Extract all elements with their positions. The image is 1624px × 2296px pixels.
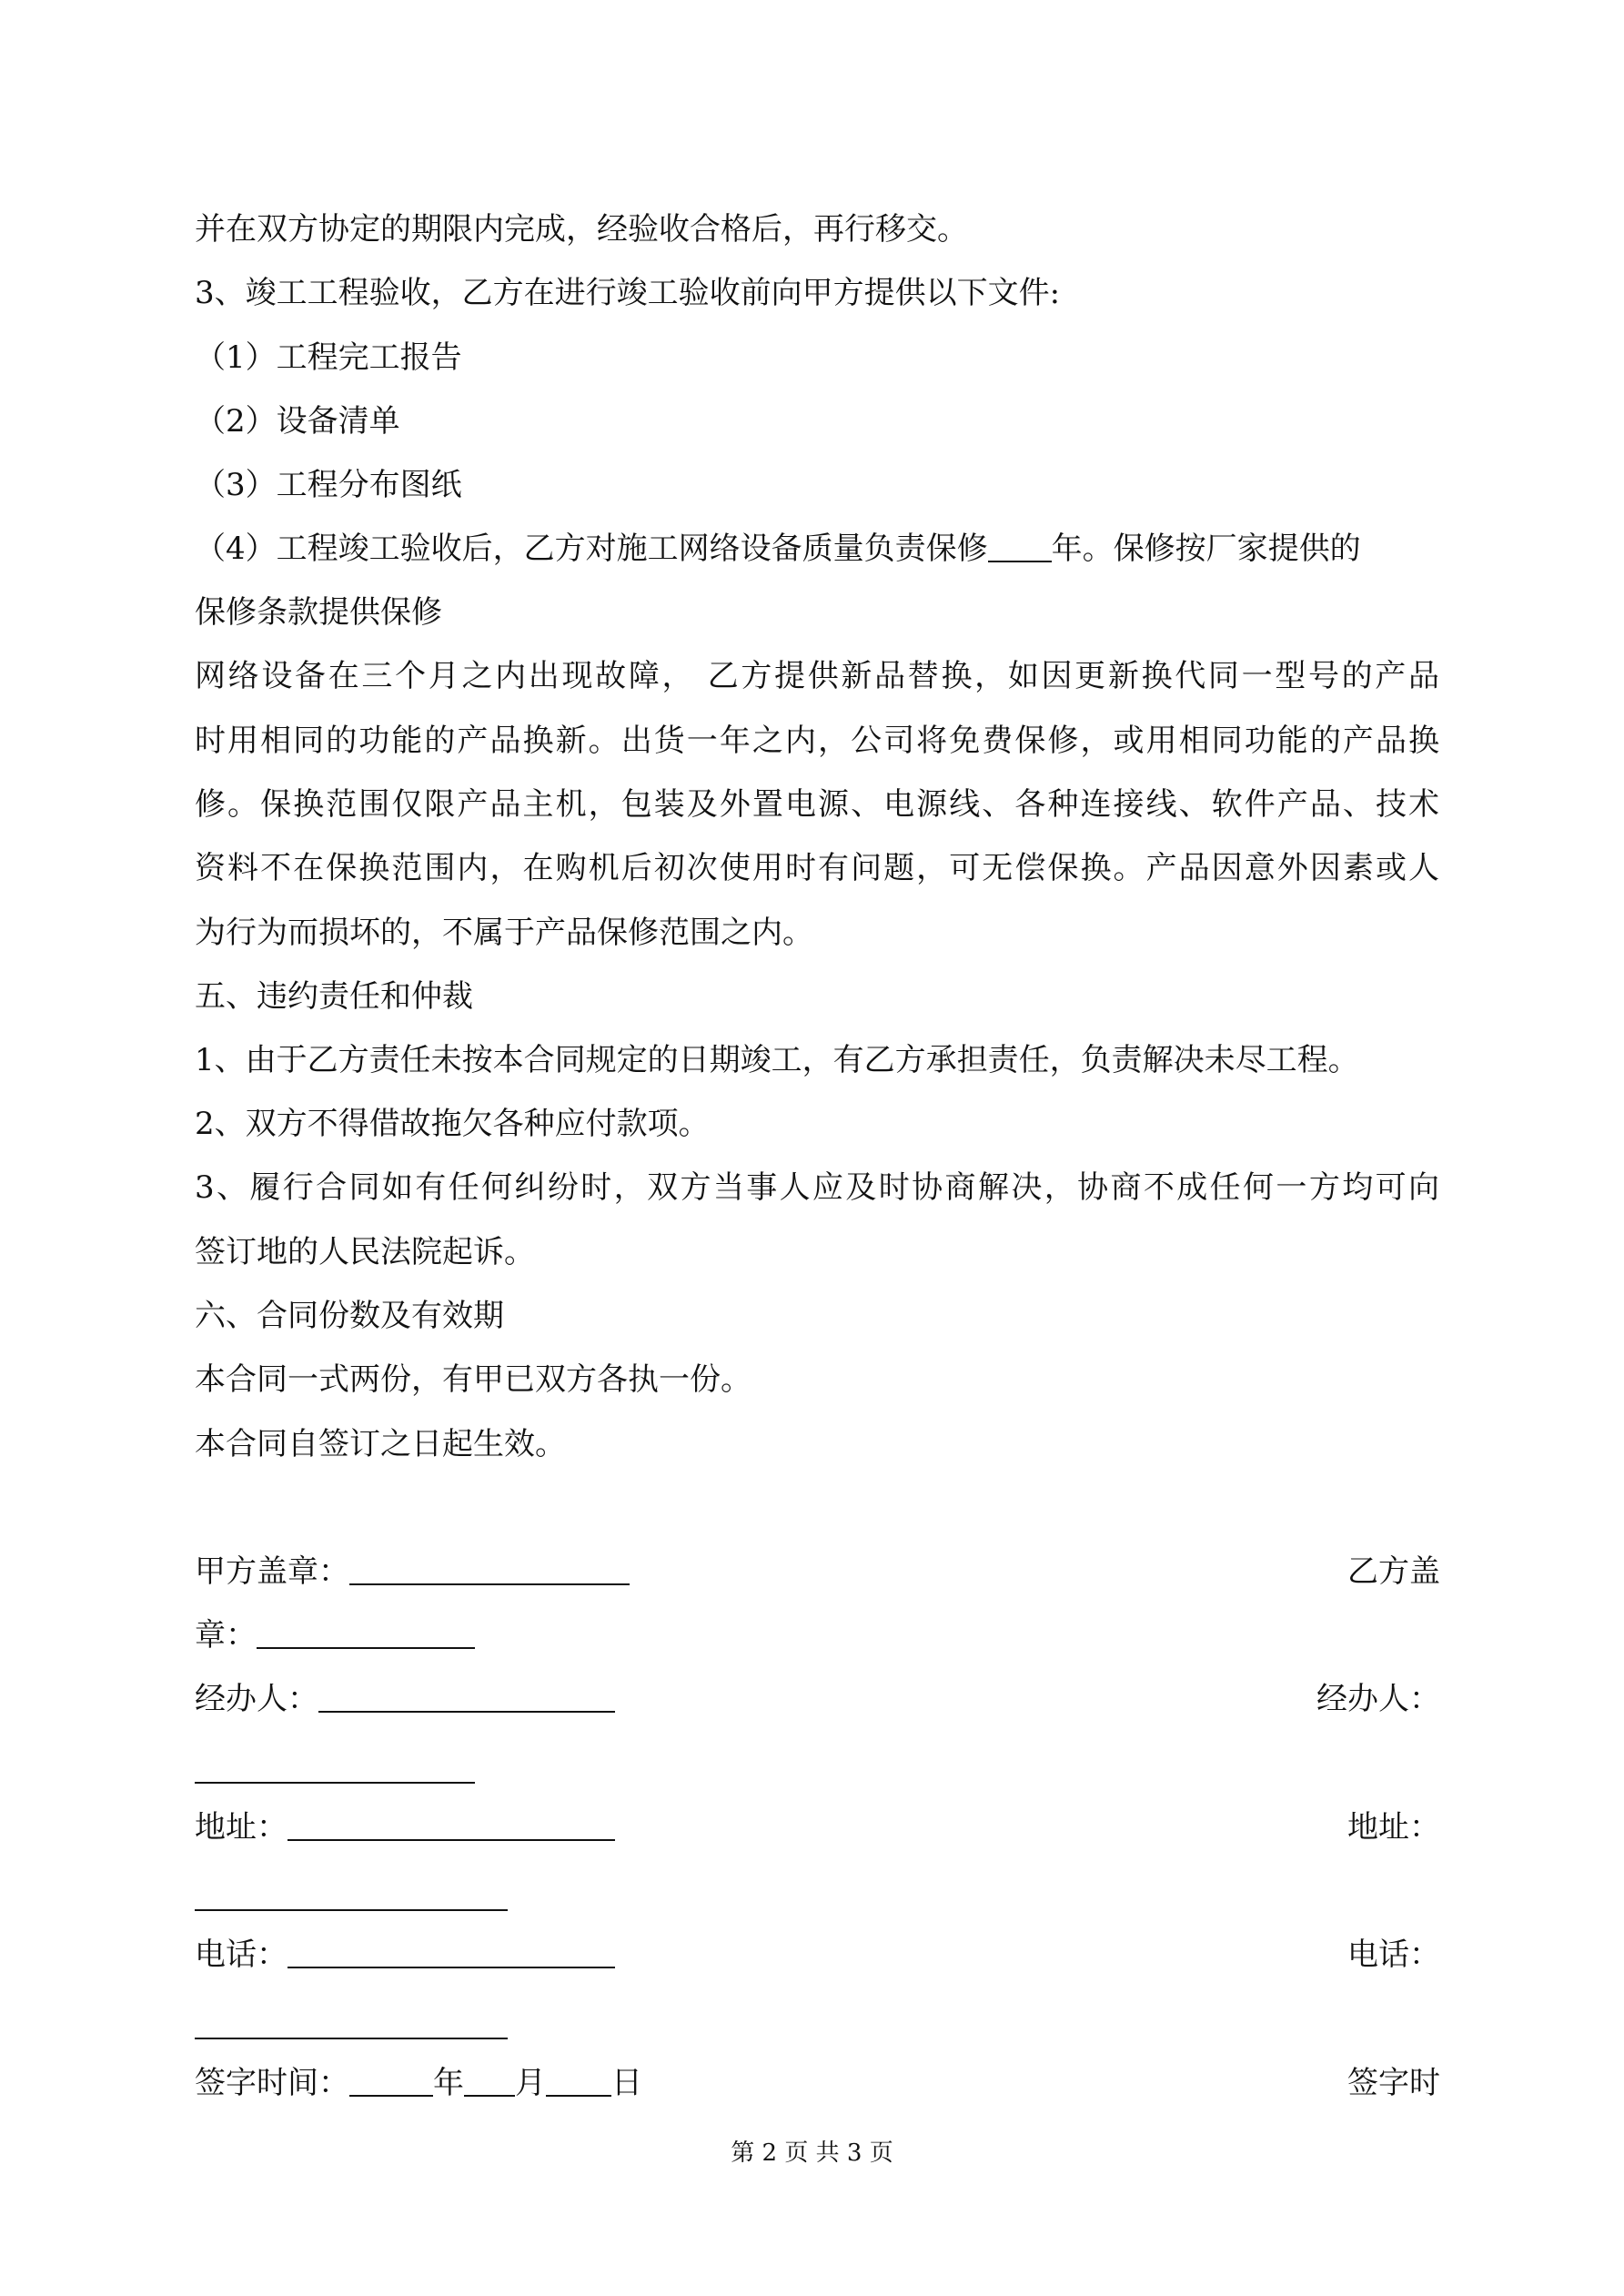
page-number: 第 2 页 共 3 页 [731,2139,893,2167]
paragraph: 签订地的人民法院起诉。 [195,1234,535,1270]
paragraph: 本合同一式两份，有甲已双方各执一份。 [195,1361,751,1398]
paragraph: 修。保换范围仅限产品主机，包装及外置电源、电源线、各种连接线、软件产品、技术 [195,786,1439,823]
party-b-seal-label-cont: 章： [195,1617,257,1654]
address-right-blank [195,1909,508,1911]
paragraph: 3、竣工工程验收，乙方在进行竣工验收前向甲方提供以下文件: [195,275,1061,311]
agent-label: 经办人： [195,1681,318,1717]
list-item: （1）工程完工报告 [195,339,462,376]
phone-right-blank [195,2038,508,2039]
list-item: （3）工程分布图纸 [195,467,462,503]
paragraph: 并在双方协定的期限内完成，经验收合格后，再行移交。 [195,211,968,248]
phone-label: 电话： [195,1937,287,1973]
paragraph: 资料不在保换范围内，在购机后初次使用时有问题，可无偿保换。产品因意外因素或人 [195,850,1439,886]
month-blank [464,2068,515,2097]
warranty-text-end: 年。保修按厂家提供的 [1051,531,1361,567]
paragraph: 保修条款提供保修 [195,594,442,631]
section-heading: 五、违约责任和仲裁 [195,978,473,1015]
year-label: 年 [433,2065,464,2101]
paragraph: 网络设备在三个月之内出现故障， 乙方提供新品替换，如因更新换代同一型号的产品 [195,658,1439,694]
party-b-seal-label: 乙方盖 [1347,1553,1440,1590]
paragraph: 为行为而损坏的，不属于产品保修范围之内。 [195,915,813,951]
month-label: 月 [515,2065,546,2101]
phone-blank [287,1939,615,1968]
agent-blank [318,1684,615,1713]
sign-date-label: 签字时间： [195,2065,349,2101]
party-b-seal-blank [257,1620,475,1649]
paragraph: 3、履行合同如有任何纠纷时，双方当事人应及时协商解决，协商不成任何一方均可向 [195,1169,1439,1206]
party-a-seal-label: 甲方盖章： [195,1553,349,1590]
address-label-right: 地址： [1347,1809,1440,1846]
year-blank [349,2068,433,2097]
list-item: （2）设备清单 [195,403,400,440]
agent-label-right: 经办人： [1316,1681,1440,1717]
paragraph: 时用相同的功能的产品换新。出货一年之内，公司将免费保修，或用相同功能的产品换 [195,723,1439,759]
paragraph: 2、双方不得借故拖欠各种应付款项。 [195,1106,710,1142]
party-b-seal-line [195,1617,475,1654]
paragraph: 本合同自签订之日起生效。 [195,1426,566,1462]
address-label: 地址： [195,1809,287,1846]
party-a-seal-line [195,1553,630,1590]
list-item [195,531,1361,567]
warranty-text-start: （4）工程竣工验收后，乙方对施工网络设备质量负责保修 [195,531,988,567]
sign-date-line [195,2065,642,2101]
paragraph: 1、由于乙方责任未按本合同规定的日期竣工，有乙方承担责任，负责解决未尽工程。 [195,1042,1359,1078]
sign-date-label-right: 签字时 [1347,2065,1440,2101]
day-label: 日 [611,2065,642,2101]
warranty-years-blank [988,533,1052,562]
phone-label-right: 电话： [1347,1937,1440,1973]
section-heading: 六、合同份数及有效期 [195,1298,504,1334]
phone-line [195,1937,615,1973]
day-blank [546,2068,611,2097]
address-blank [287,1812,615,1841]
address-line [195,1809,615,1846]
party-a-seal-blank [349,1556,630,1585]
agent-right-blank [195,1782,475,1784]
agent-line [195,1681,615,1717]
